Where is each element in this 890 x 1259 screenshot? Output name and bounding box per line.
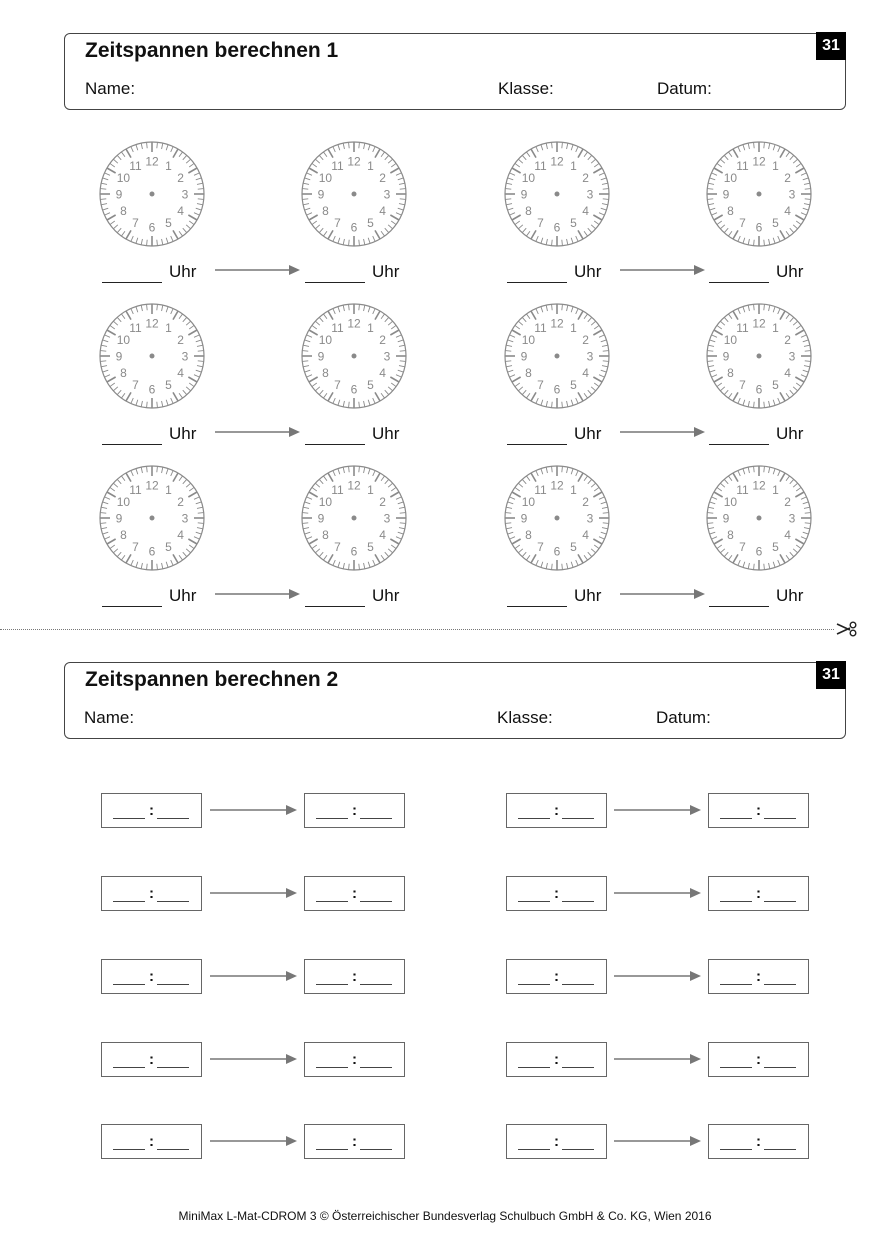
- arrow-right-icon: [210, 804, 298, 816]
- clock-number: 7: [334, 216, 341, 231]
- clock-number: 11: [331, 320, 344, 335]
- clock-number: 7: [334, 540, 341, 555]
- hours-blank[interactable]: [518, 901, 550, 902]
- clock-number: 4: [177, 366, 184, 380]
- time-colon: :: [554, 1051, 559, 1068]
- minutes-blank[interactable]: [360, 818, 392, 819]
- clock-number: 7: [739, 378, 746, 393]
- minutes-blank[interactable]: [360, 1149, 392, 1150]
- clock-number: 8: [322, 528, 329, 542]
- digital-time-box[interactable]: [304, 959, 405, 994]
- digital-time-box[interactable]: [101, 1124, 202, 1159]
- clock-number: 4: [582, 528, 589, 542]
- uhr-label: Uhr: [574, 262, 602, 281]
- clock-number: 6: [553, 544, 561, 559]
- hours-blank[interactable]: [316, 1067, 348, 1068]
- hours-blank[interactable]: [518, 818, 550, 819]
- clock-number: 11: [534, 158, 547, 173]
- clock-face: [98, 140, 206, 248]
- minutes-blank[interactable]: [360, 984, 392, 985]
- clock-number: 5: [772, 378, 779, 393]
- clock-number: 5: [165, 216, 172, 231]
- arrow-right-icon: [620, 264, 706, 276]
- clock-number: 9: [115, 187, 123, 202]
- clock-number: 3: [788, 511, 796, 526]
- clock-number: 10: [723, 333, 738, 347]
- clock-face: [300, 464, 408, 572]
- clock-number: 8: [322, 366, 329, 380]
- uhr-label: Uhr: [776, 262, 804, 281]
- arrow-right-icon: [614, 804, 702, 816]
- clock-number: 1: [772, 482, 779, 497]
- sheet2-header-box: [64, 662, 846, 739]
- time-answer-line[interactable]: [102, 444, 162, 445]
- uhr-label: Uhr: [372, 586, 400, 605]
- clock-number: 2: [582, 495, 589, 509]
- clock-number: 2: [582, 333, 589, 347]
- digital-time-box[interactable]: [304, 793, 405, 828]
- clock-number: 2: [784, 495, 791, 509]
- sheet2-name-label: Name:: [84, 708, 135, 727]
- clock-number: 3: [586, 511, 594, 526]
- hours-blank[interactable]: [113, 901, 145, 902]
- clock-number: 5: [165, 540, 172, 555]
- clock-number: 5: [367, 378, 374, 393]
- clock-number: 3: [586, 349, 594, 364]
- hours-blank[interactable]: [720, 1067, 752, 1068]
- clock-number: 6: [350, 544, 358, 559]
- clock-number: 8: [525, 366, 532, 380]
- minutes-blank[interactable]: [157, 1149, 189, 1150]
- clock-number: 12: [347, 316, 361, 331]
- time-answer-line[interactable]: [507, 606, 567, 607]
- clock-number: 6: [350, 220, 358, 235]
- time-answer-line[interactable]: [507, 444, 567, 445]
- time-colon: :: [756, 1051, 761, 1068]
- hours-blank[interactable]: [316, 818, 348, 819]
- clock-number: 1: [772, 158, 779, 173]
- clock-face: [503, 140, 611, 248]
- sheet2-date-label: Datum:: [656, 708, 711, 727]
- hours-blank[interactable]: [720, 984, 752, 985]
- time-answer-line[interactable]: [102, 282, 162, 283]
- clock-number: 2: [177, 333, 184, 347]
- clock-number: 8: [322, 204, 329, 218]
- hours-blank[interactable]: [518, 984, 550, 985]
- uhr-label: Uhr: [776, 586, 804, 605]
- clock-number: 6: [148, 382, 156, 397]
- minutes-blank[interactable]: [562, 901, 594, 902]
- time-colon: :: [756, 802, 761, 819]
- cut-line: [0, 629, 834, 630]
- clock-number: 3: [181, 349, 189, 364]
- time-colon: :: [352, 885, 357, 902]
- clock-number: 3: [181, 511, 189, 526]
- clock-number: 3: [788, 349, 796, 364]
- clock-number: 5: [165, 378, 172, 393]
- clock-number: 5: [570, 540, 577, 555]
- clock-number: 11: [534, 482, 547, 497]
- digital-time-box[interactable]: [708, 876, 809, 911]
- minutes-blank[interactable]: [157, 818, 189, 819]
- clock-number: 7: [537, 540, 544, 555]
- clock-number: 1: [367, 482, 374, 497]
- arrow-right-icon: [210, 887, 298, 899]
- clock-number: 10: [521, 333, 536, 347]
- arrow-right-icon: [210, 1053, 298, 1065]
- clock-number: 9: [722, 187, 730, 202]
- clock-face: [300, 302, 408, 410]
- clock-number: 12: [752, 316, 766, 331]
- time-answer-line[interactable]: [709, 606, 769, 607]
- clock-face: [98, 302, 206, 410]
- arrow-right-icon: [614, 970, 702, 982]
- clock-face: [300, 140, 408, 248]
- time-colon: :: [149, 1133, 154, 1150]
- clock-number: 8: [525, 204, 532, 218]
- time-answer-line[interactable]: [102, 606, 162, 607]
- hours-blank[interactable]: [720, 818, 752, 819]
- clock-number: 9: [317, 349, 325, 364]
- arrow-right-icon: [620, 588, 706, 600]
- arrow-right-icon: [620, 426, 706, 438]
- clock-number: 12: [550, 478, 564, 493]
- digital-time-box[interactable]: [506, 876, 607, 911]
- clock-number: 8: [120, 204, 127, 218]
- digital-time-box[interactable]: [101, 1042, 202, 1077]
- arrow-right-icon: [614, 1053, 702, 1065]
- digital-time-box[interactable]: [708, 959, 809, 994]
- digital-time-box[interactable]: [506, 1042, 607, 1077]
- clock-number: 12: [347, 478, 361, 493]
- uhr-label: Uhr: [574, 586, 602, 605]
- time-colon: :: [756, 1133, 761, 1150]
- clock-number: 4: [177, 204, 184, 218]
- time-colon: :: [149, 885, 154, 902]
- minutes-blank[interactable]: [764, 1067, 796, 1068]
- digital-time-box[interactable]: [101, 876, 202, 911]
- arrow-right-icon: [215, 264, 301, 276]
- hours-blank[interactable]: [720, 1149, 752, 1150]
- minutes-blank[interactable]: [562, 984, 594, 985]
- clock-face: [503, 302, 611, 410]
- uhr-label: Uhr: [169, 262, 197, 281]
- sheet2-class-label: Klasse:: [497, 708, 553, 727]
- sheet1-title: Zeitspannen berechnen 1: [85, 39, 339, 62]
- clock-number: 10: [521, 495, 536, 509]
- hours-blank[interactable]: [518, 1067, 550, 1068]
- clock-number: 8: [120, 366, 127, 380]
- clock-number: 3: [383, 349, 391, 364]
- digital-time-box[interactable]: [101, 793, 202, 828]
- minutes-blank[interactable]: [764, 818, 796, 819]
- clock-number: 7: [334, 378, 341, 393]
- uhr-label: Uhr: [574, 424, 602, 443]
- sheet1-class-label: Klasse:: [498, 79, 554, 98]
- time-colon: :: [554, 802, 559, 819]
- clock-number: 7: [739, 540, 746, 555]
- time-colon: :: [149, 968, 154, 985]
- clock-number: 8: [727, 528, 734, 542]
- clock-number: 10: [318, 495, 333, 509]
- time-colon: :: [352, 1051, 357, 1068]
- clock-number: 8: [120, 528, 127, 542]
- clock-number: 5: [570, 216, 577, 231]
- arrow-right-icon: [210, 970, 298, 982]
- time-colon: :: [554, 1133, 559, 1150]
- clock-number: 1: [570, 158, 577, 173]
- clock-number: 7: [132, 378, 139, 393]
- clock-number: 2: [177, 495, 184, 509]
- clock-number: 10: [723, 171, 738, 185]
- clock-number: 1: [165, 482, 172, 497]
- time-answer-line[interactable]: [305, 282, 365, 283]
- clock-number: 11: [129, 482, 142, 497]
- hours-blank[interactable]: [113, 818, 145, 819]
- clock-number: 2: [379, 333, 386, 347]
- clock-number: 11: [129, 320, 142, 335]
- clock-number: 11: [129, 158, 142, 173]
- uhr-label: Uhr: [776, 424, 804, 443]
- clock-number: 3: [383, 187, 391, 202]
- arrow-right-icon: [215, 426, 301, 438]
- clock-number: 6: [148, 220, 156, 235]
- clock-number: 2: [784, 171, 791, 185]
- clock-number: 11: [736, 482, 749, 497]
- minutes-blank[interactable]: [157, 901, 189, 902]
- clock-number: 10: [116, 495, 131, 509]
- clock-number: 4: [582, 204, 589, 218]
- time-colon: :: [756, 885, 761, 902]
- clock-number: 6: [350, 382, 358, 397]
- clock-number: 1: [165, 320, 172, 335]
- minutes-blank[interactable]: [764, 1149, 796, 1150]
- time-answer-line[interactable]: [305, 444, 365, 445]
- clock-number: 4: [379, 366, 386, 380]
- clock-number: 3: [788, 187, 796, 202]
- time-answer-line[interactable]: [305, 606, 365, 607]
- hours-blank[interactable]: [316, 984, 348, 985]
- time-colon: :: [756, 968, 761, 985]
- clock-number: 5: [772, 216, 779, 231]
- hours-blank[interactable]: [113, 1067, 145, 1068]
- time-colon: :: [554, 968, 559, 985]
- clock-number: 11: [331, 158, 344, 173]
- time-colon: :: [149, 802, 154, 819]
- arrow-right-icon: [614, 887, 702, 899]
- minutes-blank[interactable]: [764, 984, 796, 985]
- clock-number: 9: [115, 511, 123, 526]
- clock-number: 1: [367, 158, 374, 173]
- clock-number: 6: [755, 382, 763, 397]
- digital-time-box[interactable]: [708, 1042, 809, 1077]
- clock-number: 4: [784, 366, 791, 380]
- clock-number: 2: [379, 171, 386, 185]
- minutes-blank[interactable]: [562, 1067, 594, 1068]
- clock-number: 5: [570, 378, 577, 393]
- minutes-blank[interactable]: [360, 901, 392, 902]
- sheet1-name-label: Name:: [85, 79, 136, 98]
- clock-number: 12: [347, 154, 361, 169]
- clock-number: 4: [582, 366, 589, 380]
- clock-number: 12: [145, 154, 159, 169]
- hours-blank[interactable]: [113, 984, 145, 985]
- sheet2-page-badge: 31: [816, 661, 846, 689]
- clock-number: 11: [534, 320, 547, 335]
- minutes-blank[interactable]: [157, 984, 189, 985]
- hours-blank[interactable]: [316, 1149, 348, 1150]
- clock-number: 10: [318, 171, 333, 185]
- clock-number: 1: [570, 320, 577, 335]
- time-answer-line[interactable]: [709, 444, 769, 445]
- clock-number: 9: [520, 511, 528, 526]
- minutes-blank[interactable]: [764, 901, 796, 902]
- uhr-label: Uhr: [169, 424, 197, 443]
- clock-number: 9: [722, 511, 730, 526]
- clock-number: 5: [367, 540, 374, 555]
- time-answer-line[interactable]: [709, 282, 769, 283]
- clock-number: 2: [177, 171, 184, 185]
- clock-number: 2: [784, 333, 791, 347]
- time-colon: :: [352, 1133, 357, 1150]
- digital-time-box[interactable]: [506, 1124, 607, 1159]
- digital-time-box[interactable]: [304, 1042, 405, 1077]
- clock-number: 4: [379, 528, 386, 542]
- sheet1-page-badge: 31: [816, 32, 846, 60]
- clock-number: 10: [116, 171, 131, 185]
- clock-number: 9: [317, 187, 325, 202]
- clock-face: [705, 302, 813, 410]
- clock-number: 7: [537, 378, 544, 393]
- clock-number: 7: [739, 216, 746, 231]
- clock-number: 4: [784, 528, 791, 542]
- clock-number: 7: [537, 216, 544, 231]
- clock-number: 1: [367, 320, 374, 335]
- time-colon: :: [352, 802, 357, 819]
- sheet1-date-label: Datum:: [657, 79, 712, 98]
- digital-time-box[interactable]: [506, 793, 607, 828]
- clock-number: 6: [755, 544, 763, 559]
- clock-number: 12: [145, 316, 159, 331]
- clock-number: 11: [736, 158, 749, 173]
- time-colon: :: [149, 1051, 154, 1068]
- minutes-blank[interactable]: [562, 1149, 594, 1150]
- clock-number: 4: [177, 528, 184, 542]
- clock-number: 12: [752, 478, 766, 493]
- digital-time-box[interactable]: [101, 959, 202, 994]
- hours-blank[interactable]: [720, 901, 752, 902]
- clock-number: 7: [132, 540, 139, 555]
- digital-time-box[interactable]: [708, 793, 809, 828]
- time-colon: :: [554, 885, 559, 902]
- clock-face: [98, 464, 206, 572]
- clock-number: 4: [379, 204, 386, 218]
- clock-number: 10: [723, 495, 738, 509]
- arrow-right-icon: [614, 1135, 702, 1147]
- clock-number: 9: [520, 187, 528, 202]
- sheet2-title: Zeitspannen berechnen 2: [85, 668, 339, 691]
- clock-number: 12: [145, 478, 159, 493]
- clock-number: 6: [755, 220, 763, 235]
- digital-time-box[interactable]: [304, 1124, 405, 1159]
- arrow-right-icon: [215, 588, 301, 600]
- clock-number: 1: [570, 482, 577, 497]
- clock-face: [705, 140, 813, 248]
- clock-face: [705, 464, 813, 572]
- clock-number: 11: [736, 320, 749, 335]
- clock-number: 1: [165, 158, 172, 173]
- digital-time-box[interactable]: [506, 959, 607, 994]
- clock-number: 1: [772, 320, 779, 335]
- clock-number: 9: [115, 349, 123, 364]
- hours-blank[interactable]: [518, 1149, 550, 1150]
- uhr-label: Uhr: [372, 262, 400, 281]
- minutes-blank[interactable]: [562, 818, 594, 819]
- clock-number: 7: [132, 216, 139, 231]
- clock-number: 3: [586, 187, 594, 202]
- clock-number: 2: [379, 495, 386, 509]
- minutes-blank[interactable]: [360, 1067, 392, 1068]
- clock-number: 5: [772, 540, 779, 555]
- clock-number: 8: [525, 528, 532, 542]
- time-answer-line[interactable]: [507, 282, 567, 283]
- time-colon: :: [352, 968, 357, 985]
- sheet1-header-box: [64, 33, 846, 110]
- clock-face: [503, 464, 611, 572]
- clock-number: 10: [318, 333, 333, 347]
- clock-number: 6: [148, 544, 156, 559]
- clock-number: 4: [784, 204, 791, 218]
- digital-time-box[interactable]: [708, 1124, 809, 1159]
- copyright-footer: MiniMax L-Mat-CDROM 3 © Österreichischer Bundesverlag Schulbuch GmbH & Co. KG, Wien 2016: [178, 1209, 712, 1223]
- clock-number: 9: [722, 349, 730, 364]
- clock-number: 6: [553, 382, 561, 397]
- scissors-icon: [836, 619, 858, 639]
- arrow-right-icon: [210, 1135, 298, 1147]
- hours-blank[interactable]: [316, 901, 348, 902]
- uhr-label: Uhr: [169, 586, 197, 605]
- clock-number: 12: [550, 154, 564, 169]
- clock-number: 5: [367, 216, 374, 231]
- clock-number: 8: [727, 204, 734, 218]
- clock-number: 9: [317, 511, 325, 526]
- clock-number: 12: [752, 154, 766, 169]
- digital-time-box[interactable]: [304, 876, 405, 911]
- clock-number: 10: [116, 333, 131, 347]
- uhr-label: Uhr: [372, 424, 400, 443]
- clock-number: 3: [383, 511, 391, 526]
- clock-number: 9: [520, 349, 528, 364]
- clock-number: 2: [582, 171, 589, 185]
- clock-number: 3: [181, 187, 189, 202]
- minutes-blank[interactable]: [157, 1067, 189, 1068]
- clock-number: 11: [331, 482, 344, 497]
- clock-number: 8: [727, 366, 734, 380]
- hours-blank[interactable]: [113, 1149, 145, 1150]
- clock-number: 10: [521, 171, 536, 185]
- clock-number: 12: [550, 316, 564, 331]
- clock-number: 6: [553, 220, 561, 235]
